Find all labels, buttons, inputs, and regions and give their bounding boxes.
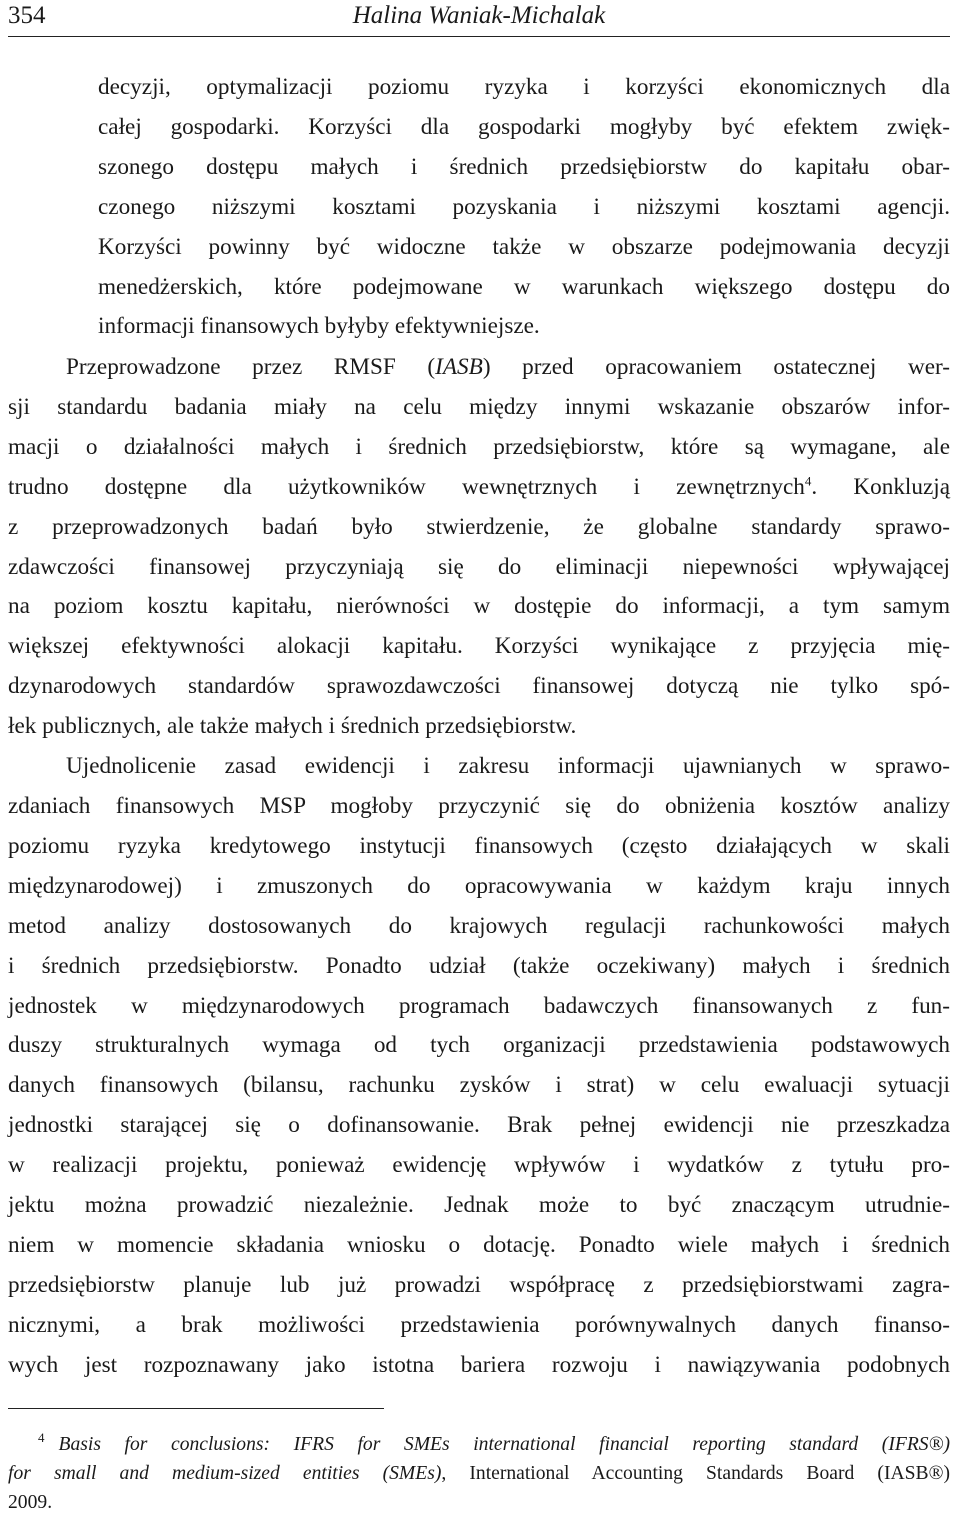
text-line: jednostki starającej się o dofinansowanie. Brak pełnej ewidencji nie przeszkadza [8,1112,950,1139]
text-line: czonego niższymi kosztami pozyskania i niższymi kosztami agencji. [98,193,950,220]
text-line: metod analizy dostosowanych do krajowych regulacji rachunkowości małych [8,912,950,939]
text-line: większej efektywności alokacji kapitału. Korzyści wynikające z przyjęcia mię- [8,633,950,660]
text-line: łek publicznych, ale także małych i średnich przedsiębiorstw. [8,713,577,740]
indented-passage [98,68,950,347]
text-line: w realizacji projektu, ponieważ ewidencję wpływów i wydatków z tytułu pro- [8,1152,950,1179]
text-line: niem w momencie składania wniosku o dotację. Ponadto wiele małych i średnich [8,1231,950,1258]
text-line: z przeprowadzonych badań było stwierdzenie, że globalne standardy sprawo- [8,513,950,540]
footnote-line: 2009. [8,1492,53,1513]
text-line: szonego dostępu małych i średnich przedsiębiorstw do kapitału obar- [98,153,950,180]
text-line: decyzji, optymalizacji poziomu ryzyka i korzyści ekonomicznych dla [98,74,950,100]
footnote [8,1430,950,1517]
text-line: jektu można prowadzić niezależnie. Jednak może to być znaczącym utrudnie- [8,1192,950,1219]
footnote-number: 4 [38,1430,45,1446]
text-line: poziomu ryzyka kredytowego instytucji finansowych (często działających w skali [8,832,950,859]
footnote-line: $^4$ Basis for conclusions: IFRS for SMEs international financial reporting standard (IFRS®) [38,1430,950,1455]
text-line: zdawczości finansowej przyczyniają się do eliminacji niepewności wpływającej [8,553,950,580]
page-number: 354 [8,2,46,29]
text-line: Korzyści powinny być widoczne także w obszarze podejmowania decyzji [98,233,950,260]
running-head: Halina Waniak-Michalak [352,2,606,29]
text-line: jednostek w międzynarodowych programach badawczych finansowanych z fun- [8,992,950,1019]
text-line: Ujednolicenie zasad ewidencji i zakresu informacji ujawnianych w sprawo- [66,753,950,780]
text-line: międzynarodowej) i zmuszonych do opracowywania w każdym kraju innych [8,872,950,899]
footnote-reference: 4 [804,472,812,488]
text-line: informacji finansowych byłyby efektywniejsze. [98,313,540,340]
footnote-rule [8,1408,384,1409]
text-line: na poziom kosztu kapitału, nierówności w dostępie do informacji, a tym samym [8,593,950,620]
text-line: danych finansowych (bilansu, rachunku zysków i strat) w celu ewaluacji sytuacji [8,1072,950,1099]
text-line: macji o działalności małych i średnich przedsiębiorstw, które są wymagane, ale [8,433,950,460]
footnote-line: for small and medium-sized entities (SMEs), International Accounting Standards Board (IASB®) [8,1463,950,1484]
body-text [8,348,950,1386]
text-line: menedżerskich, które podejmowane w warunkach większego dostępu do [98,273,950,300]
text-line: duszy strukturalnych wymaga od tych organizacji przedstawienia podstawowych [8,1032,950,1059]
header-rule [8,36,950,37]
text-line: trudno dostępne dla użytkowników wewnętrznych i zewnętrznych$^4$. Konkluzją [8,472,950,500]
text-line: zdaniach finansowych MSP mogłoby przyczynić się do obniżenia kosztów analizy [8,792,950,819]
text-line: i średnich przedsiębiorstw. Ponadto udział (także oczekiwany) małych i średnich [8,952,950,979]
text-line: dzynarodowych standardów sprawozdawczości finansowej dotyczą nie tylko spó- [8,673,950,700]
text-line: Przeprowadzone przez RMSF (IASB) przed opracowaniem ostatecznej wer- [66,354,950,380]
text-line: sji standardu badania miały na celu między innymi wskazanie obszarów infor- [8,393,950,420]
page-header [8,0,950,40]
text-line: przedsiębiorstw planuje lub już prowadzi współpracę z przedsiębiorstwami zagra- [8,1271,950,1298]
text-line: całej gospodarki. Korzyści dla gospodarki mogłyby być efektem zwięk- [98,113,950,140]
text-line: wych jest rozpoznawany jako istotna bariera rozwoju i nawiązywania podobnych [8,1351,950,1378]
text-line: nicznymi, a brak możliwości przedstawienia porównywalnych danych finanso- [8,1311,950,1338]
